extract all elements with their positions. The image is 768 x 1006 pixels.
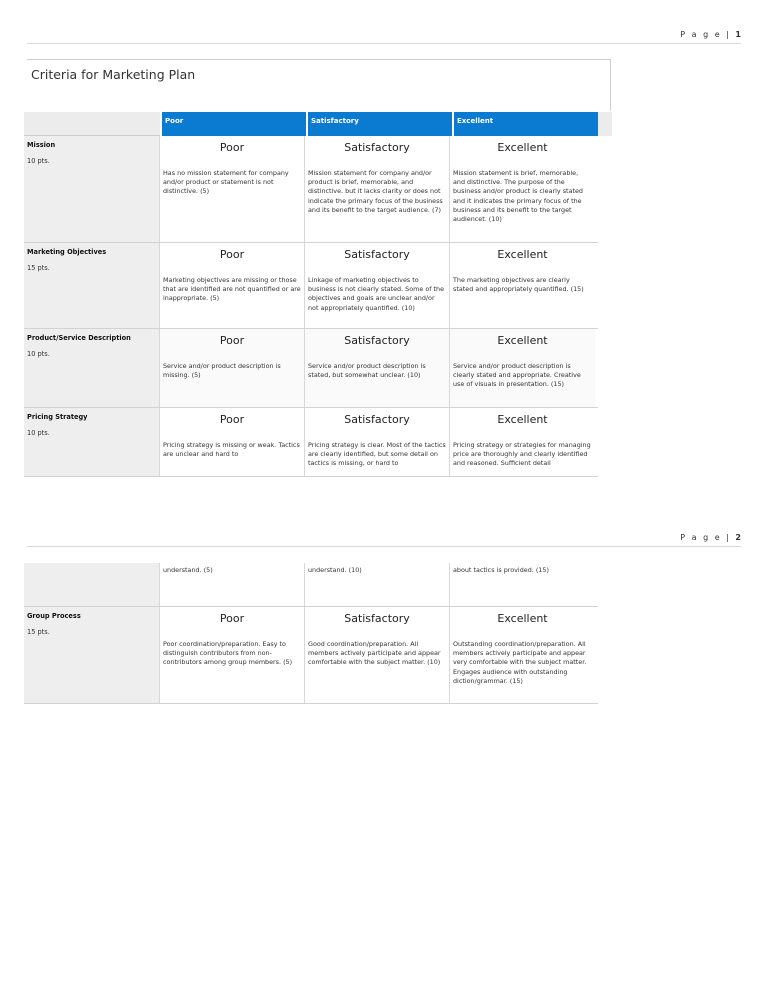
level-title: Poor bbox=[219, 612, 245, 625]
header-excellent: Excellent bbox=[454, 112, 598, 136]
criterion-name: Group Process bbox=[27, 612, 81, 620]
rating-cell-satisfactory[interactable] bbox=[305, 243, 450, 328]
header-corner bbox=[24, 112, 160, 136]
page-title: Criteria for Marketing Plan bbox=[31, 67, 196, 82]
criterion-points: 15 pts. bbox=[27, 628, 50, 636]
level-description: The marketing objectives are clearly stated and appropriately quantified. (15) bbox=[453, 276, 584, 294]
criterion-points: 15 pts. bbox=[27, 264, 50, 272]
page-number: P a g e | 2 bbox=[680, 533, 741, 542]
criterion-cell bbox=[24, 136, 160, 242]
page-header bbox=[27, 0, 741, 44]
level-title: Excellent bbox=[497, 248, 548, 261]
level-title: Excellent bbox=[497, 141, 548, 154]
criterion-name: Pricing Strategy bbox=[27, 413, 88, 421]
rubric-table-continued bbox=[24, 563, 598, 704]
rubric-table bbox=[24, 112, 598, 477]
level-description: understand. (10) bbox=[308, 566, 362, 574]
level-title: Excellent bbox=[497, 612, 548, 625]
header-tail bbox=[598, 112, 612, 136]
level-title: Satisfactory bbox=[344, 141, 410, 154]
header-satisfactory: Satisfactory bbox=[308, 112, 452, 136]
level-description: Service and/or product description is clearly stated and appropriate. Creative use of visuals in presentation. (15) bbox=[453, 362, 581, 389]
criterion-row-pricing-strategy bbox=[24, 408, 598, 477]
rating-cell-excellent[interactable] bbox=[450, 607, 595, 703]
rating-cell-excellent[interactable] bbox=[450, 329, 595, 407]
level-description: Has no mission statement for company and/or product or statement is not distinctive. (5) bbox=[163, 169, 289, 196]
level-description: about tactics is provided. (15) bbox=[453, 566, 549, 574]
level-title: Satisfactory bbox=[344, 334, 410, 347]
rating-cell-satisfactory[interactable] bbox=[305, 563, 450, 606]
level-title: Satisfactory bbox=[344, 612, 410, 625]
criterion-points: 10 pts. bbox=[27, 429, 50, 437]
criterion-points: 10 pts. bbox=[27, 157, 50, 165]
page-number: P a g e | 1 bbox=[680, 30, 741, 39]
criterion-row-product-service-description bbox=[24, 329, 598, 408]
level-description: Service and/or product description is missing. (5) bbox=[163, 362, 281, 380]
level-description: Good coordination/preparation. All members actively participate and appear comfortable with the subject matter. (10) bbox=[308, 640, 441, 667]
level-description: Mission statement for company and/or product is brief, memorable, and distinctive. but it lacks clarity or does not indicate the primary focus of the business and its benefit to the target audience. (7) bbox=[308, 169, 443, 214]
level-description: Poor coordination/preparation. Easy to distinguish contributors from non-contributors among group members. (5) bbox=[163, 640, 293, 667]
level-title: Satisfactory bbox=[344, 413, 410, 426]
level-description: Mission statement is brief, memorable, and distinctive. The purpose of the business and/or product is clearly stated and it indicates the primary focus of the business and its benefit to the target audiencet. (10) bbox=[453, 169, 583, 224]
level-description: understand. (5) bbox=[163, 566, 213, 574]
rating-cell-poor[interactable] bbox=[160, 563, 305, 606]
rating-cell-satisfactory[interactable] bbox=[305, 408, 450, 476]
rating-cell-excellent[interactable] bbox=[450, 136, 595, 242]
criterion-cell bbox=[24, 243, 160, 328]
level-title: Poor bbox=[219, 334, 245, 347]
rating-cell-excellent[interactable] bbox=[450, 563, 595, 606]
rating-cell-excellent[interactable] bbox=[450, 408, 595, 476]
title-box bbox=[27, 59, 611, 111]
criterion-row-continued bbox=[24, 563, 598, 607]
rating-cell-satisfactory[interactable] bbox=[305, 136, 450, 242]
criterion-cell bbox=[24, 408, 160, 476]
level-description: Pricing strategy is missing or weak. Tactics are unclear and hard to bbox=[163, 441, 300, 459]
criterion-row-group-process bbox=[24, 607, 598, 704]
rating-cell-poor[interactable] bbox=[160, 607, 305, 703]
level-title: Poor bbox=[219, 141, 245, 154]
level-title: Excellent bbox=[497, 413, 548, 426]
level-title: Poor bbox=[219, 248, 245, 261]
page-header bbox=[27, 503, 741, 547]
criterion-cell bbox=[24, 563, 160, 606]
level-description: Pricing strategy is clear. Most of the tactics are clearly identified, but some detail on tactics is missing, or hard to bbox=[308, 441, 446, 468]
criterion-cell bbox=[24, 607, 160, 703]
level-description: Pricing strategy or strategies for managing price are thoroughly and clearly identified and reasoned. Sufficient detail bbox=[453, 441, 591, 468]
header-poor: Poor bbox=[162, 112, 306, 136]
criterion-row-marketing-objectives bbox=[24, 243, 598, 329]
rating-cell-satisfactory[interactable] bbox=[305, 607, 450, 703]
rating-cell-poor[interactable] bbox=[160, 408, 305, 476]
rating-cell-poor[interactable] bbox=[160, 329, 305, 407]
criterion-name: Marketing Objectives bbox=[27, 248, 107, 256]
level-description: Service and/or product description is stated, but somewhat unclear. (10) bbox=[308, 362, 426, 380]
criterion-name: Product/Service Description bbox=[27, 334, 131, 342]
criterion-name: Mission bbox=[27, 141, 56, 149]
level-description: Linkage of marketing objectives to business is not clearly stated. Some of the objectives and goals are unclear and/or not appropriately quantified. (10) bbox=[308, 276, 445, 312]
criterion-row-mission bbox=[24, 136, 598, 243]
criterion-cell bbox=[24, 329, 160, 407]
rating-cell-poor[interactable] bbox=[160, 136, 305, 242]
rubric-header-row bbox=[24, 112, 598, 136]
level-title: Poor bbox=[219, 413, 245, 426]
level-description: Marketing objectives are missing or those that are identified are not quantified or are inappropriate. (5) bbox=[163, 276, 301, 303]
rating-cell-excellent[interactable] bbox=[450, 243, 595, 328]
criterion-points: 10 pts. bbox=[27, 350, 50, 358]
level-title: Excellent bbox=[497, 334, 548, 347]
level-title: Satisfactory bbox=[344, 248, 410, 261]
rating-cell-satisfactory[interactable] bbox=[305, 329, 450, 407]
level-description: Outstanding coordination/preparation. All members actively participate and appear very comfortable with the subject matter. Engages audience with outstanding diction/grammar. (15) bbox=[453, 640, 587, 685]
rating-cell-poor[interactable] bbox=[160, 243, 305, 328]
